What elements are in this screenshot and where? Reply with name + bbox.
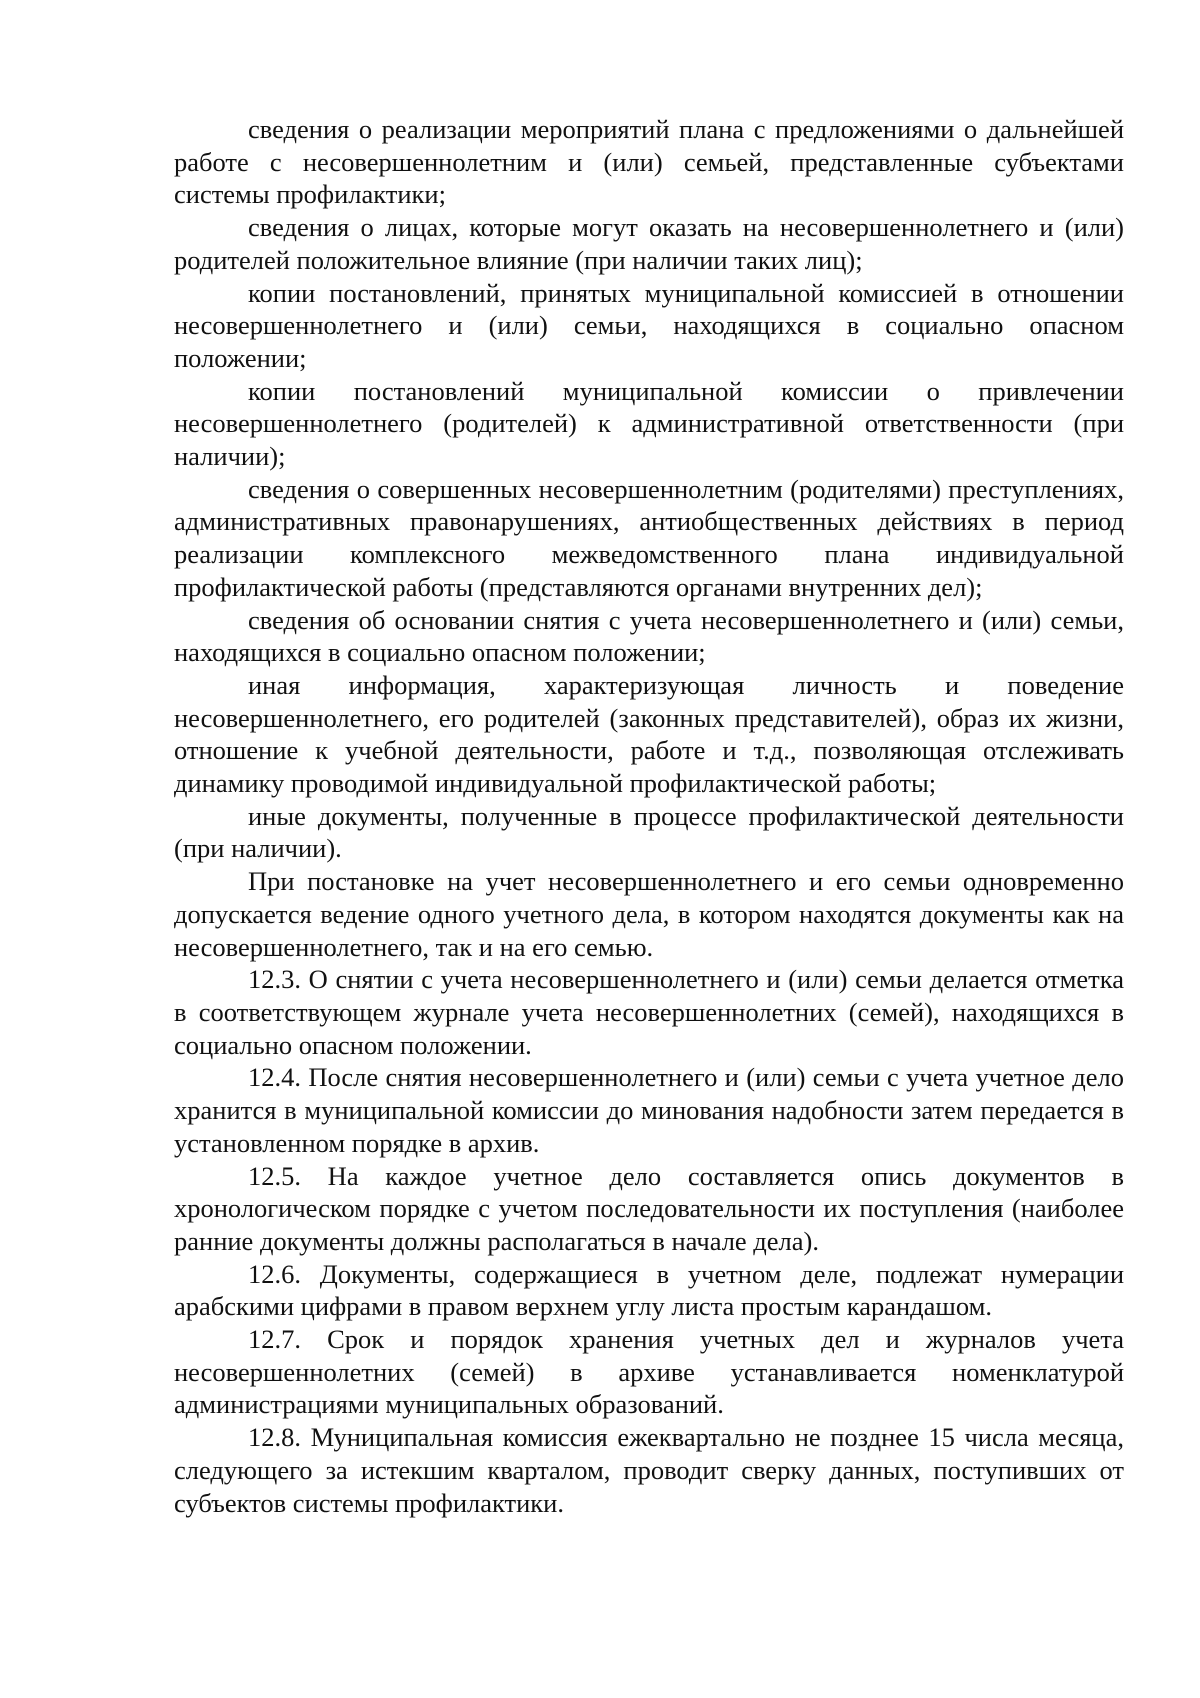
- paragraph-12-6: 12.6. Документы, содержащиеся в учетном деле, подлежат нумерации арабскими цифрами в правом верхнем углу листа простым карандашом.: [174, 1258, 1124, 1322]
- paragraph-administrative-liability: копии постановлений муниципальной комиссии о привлечении несовершеннолетнего (родителей) к административной ответственности (при наличии);: [174, 375, 1124, 472]
- paragraph-offenses: сведения о совершенных несовершеннолетним (родителями) преступлениях, административных правонарушениях, антиобщественных действиях в период реализации комплексного межведомственного плана индивидуальной профилактической работы (представляются органами внутренних дел);: [174, 473, 1124, 602]
- paragraph-commission-resolutions: копии постановлений, принятых муниципальной комиссией в отношении несовершеннолетнего и (или) семьи, находящихся в социально опасном положении;: [174, 277, 1124, 373]
- paragraph-12-8: 12.8. Муниципальная комиссия ежеквартально не позднее 15 числа месяца, следующего за истекшим кварталом, проводит сверку данных, поступивших от субъектов системы профилактики.: [174, 1422, 1124, 1518]
- paragraph-other-information: иная информация, характеризующая личность и поведение несовершеннолетнего, его родителей (законных представителей), образ их жизни, отношение к учебной деятельности, работе и т.д., позволяющая отслеживать динамику проводимой индивидуальной профилактической работы;: [174, 669, 1124, 799]
- document-page: [174, 113, 1124, 1519]
- paragraph-12-5: 12.5. На каждое учетное дело составляется опись документов в хронологическом порядке с учетом последовательности их поступления (наиболее ранние документы должны располагаться в начале дела).: [174, 1160, 1124, 1256]
- paragraph-12-7: 12.7. Срок и порядок хранения учетных дел и журналов учета несовершеннолетних (семей) в архиве устанавливается номенклатурой администрациями муниципальных образований.: [174, 1324, 1124, 1420]
- paragraph-deregistration-grounds: сведения об основании снятия с учета несовершеннолетнего и (или) семьи, находящихся в социально опасном положении;: [174, 604, 1124, 668]
- paragraph-joint-case: При постановке на учет несовершеннолетнего и его семьи одновременно допускается ведение одного учетного дела, в котором находятся документы как на несовершеннолетнего, так и на его семью.: [174, 866, 1124, 962]
- paragraph-12-4: 12.4. После снятия несовершеннолетнего и (или) семьи с учета учетное дело хранится в муниципальной комиссии до минования надобности затем передается в установленном порядке в архив.: [174, 1062, 1124, 1158]
- paragraph-plan-info: сведения о реализации мероприятий плана с предложениями о дальнейшей работе с несовершеннолетним и (или) семьей, представленные субъектами системы профилактики;: [174, 114, 1124, 210]
- paragraph-12-3: 12.3. О снятии с учета несовершеннолетнего и (или) семьи делается отметка в соответствующем журнале учета несовершеннолетних (семей), находящихся в социально опасном положении.: [174, 964, 1124, 1060]
- paragraph-other-documents: иные документы, полученные в процессе профилактической деятельности (при наличии).: [174, 800, 1124, 864]
- paragraph-positive-influence: сведения о лицах, которые могут оказать на несовершеннолетнего и (или) родителей положительное влияние (при наличии таких лиц);: [174, 212, 1124, 275]
